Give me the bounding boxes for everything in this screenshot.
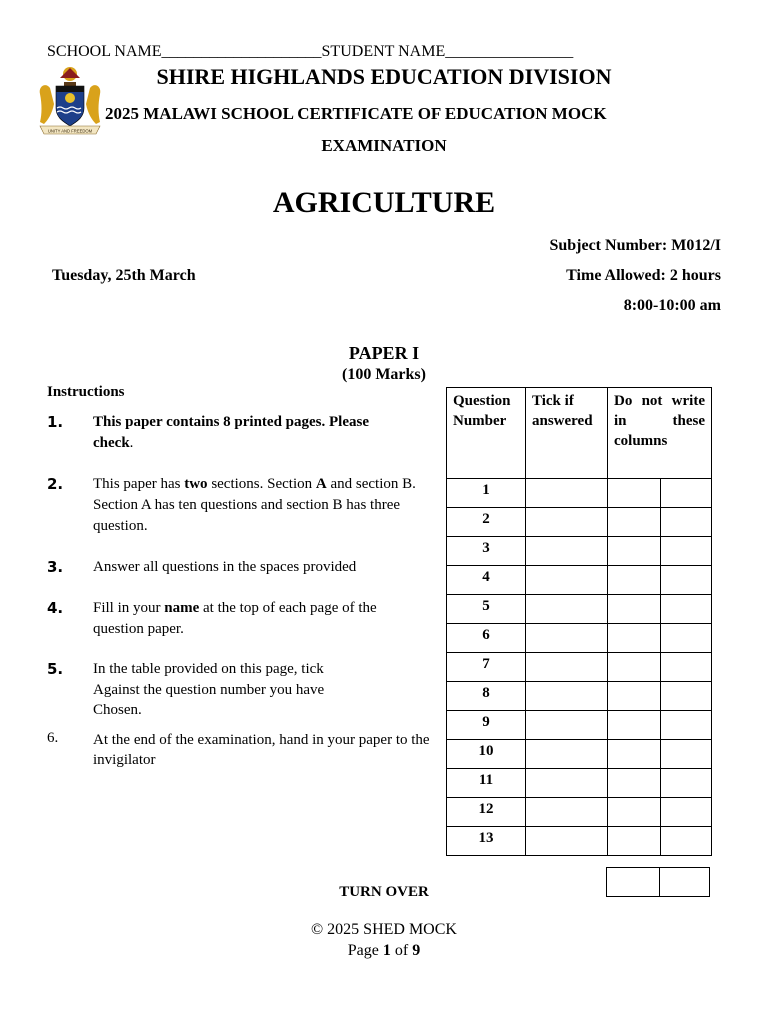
question-number-cell: 1 [447,479,526,508]
instruction-number: 1. [47,413,64,431]
table-row [447,769,712,798]
examiner-cell [608,827,661,856]
question-number-cell: 8 [447,682,526,711]
turn-over: TURN OVER [339,884,429,900]
examiner-cell [661,827,712,856]
table-row [447,624,712,653]
question-number-cell: 13 [447,827,526,856]
examiner-cell [661,769,712,798]
table-row [447,508,712,537]
division-title: SHIRE HIGHLANDS EDUCATION DIVISION [156,64,612,89]
tick-cell[interactable] [526,682,608,711]
tick-cell[interactable] [526,740,608,769]
exam-title-line1: 2025 MALAWI SCHOOL CERTIFICATE OF EDUCATION MOCK [105,104,607,123]
instruction-number: 2. [47,475,64,493]
examiner-cell [661,595,712,624]
examiner-cell [661,537,712,566]
copyright: © 2025 SHED MOCK [311,921,457,938]
subject-title: AGRICULTURE [272,186,496,219]
tick-cell[interactable] [526,827,608,856]
instruction-6: At the end of the examination, hand in your paper to the invigilator [93,732,430,768]
question-number-cell: 9 [447,711,526,740]
table-row [447,653,712,682]
exam-date: Tuesday, 25th March [52,267,196,284]
subject-number: Subject Number: M012/I [549,237,721,254]
table-row [447,537,712,566]
question-number-cell: 5 [447,595,526,624]
table-row [447,479,712,508]
examiner-cell [608,508,661,537]
instruction-number: 5. [47,660,64,678]
examiner-cell [661,711,712,740]
col-header-tick: Tick if answered [526,388,608,479]
examiner-cell [608,653,661,682]
instruction-3: Answer all questions in the spaces provided [93,559,357,575]
examiner-cell [608,711,661,740]
tick-cell[interactable] [526,566,608,595]
examiner-cell [608,740,661,769]
table-row [447,566,712,595]
tick-cell[interactable] [526,537,608,566]
question-number-cell: 2 [447,508,526,537]
page-number: Page 1 of 9 [347,942,421,959]
examiner-cell [661,653,712,682]
table-row [447,682,712,711]
examiner-cell [608,798,661,827]
tick-cell[interactable] [526,653,608,682]
examiner-cell [661,740,712,769]
col-header-question-number: Question Number [447,388,526,479]
crest-motto: UNITY AND FREEDOM [47,128,93,134]
examiner-cell [661,566,712,595]
question-number-cell: 7 [447,653,526,682]
question-number-cell: 3 [447,537,526,566]
examiner-cell [608,537,661,566]
tick-cell[interactable] [526,508,608,537]
table-row [447,798,712,827]
examiner-cell [608,595,661,624]
school-name-blank[interactable]: ____________________ [161,43,322,60]
instruction-number: 3. [47,558,64,576]
student-name-label: STUDENT NAME [321,43,446,60]
question-number-cell: 10 [447,740,526,769]
table-row [447,595,712,624]
examiner-cell [608,769,661,798]
instruction-number: 4. [47,599,64,617]
tick-cell[interactable] [526,769,608,798]
table-row [447,740,712,769]
question-number-cell: 6 [447,624,526,653]
examiner-cell [608,682,661,711]
examiner-cell [661,798,712,827]
question-number-cell: 12 [447,798,526,827]
name-fields-line [47,43,573,61]
time-range: 8:00-10:00 am [623,297,721,314]
examiner-cell [608,479,661,508]
tick-cell[interactable] [526,624,608,653]
instruction-1: This paper contains 8 printed pages. Please check. [93,414,369,451]
tick-cell[interactable] [526,595,608,624]
examiner-cell [661,624,712,653]
examiner-cell [608,624,661,653]
examiner-cell [661,682,712,711]
instruction-5: In the table provided on this page, tick Against the question number you have Chosen. [93,661,325,718]
paper-name: PAPER I [348,343,420,363]
table-row [447,711,712,740]
tick-cell[interactable] [526,798,608,827]
examiner-cell [661,508,712,537]
instruction-2: This paper has two sections. Section A and section B. Section A has ten questions and section B has three question. [93,476,416,534]
question-number-cell: 11 [447,769,526,798]
table-row [447,827,712,856]
tick-cell[interactable] [526,711,608,740]
paper-marks: (100 Marks) [342,366,426,383]
question-number-cell: 4 [447,566,526,595]
instruction-4: Fill in your name at the top of each page of the question paper. [93,600,377,637]
school-name-label: SCHOOL NAME [47,43,162,60]
tick-cell[interactable] [526,479,608,508]
time-allowed: Time Allowed: 2 hours [566,267,721,284]
exam-title-line2: EXAMINATION [321,136,447,155]
instruction-number: 6. [47,730,59,746]
examiner-cell [661,479,712,508]
instructions-title: Instructions [47,384,125,400]
col-header-do-not-write: Do not write in these columns [608,388,712,479]
examiner-cell [608,566,661,595]
question-tick-table [446,387,712,856]
student-name-blank[interactable]: ________________ [445,43,574,60]
